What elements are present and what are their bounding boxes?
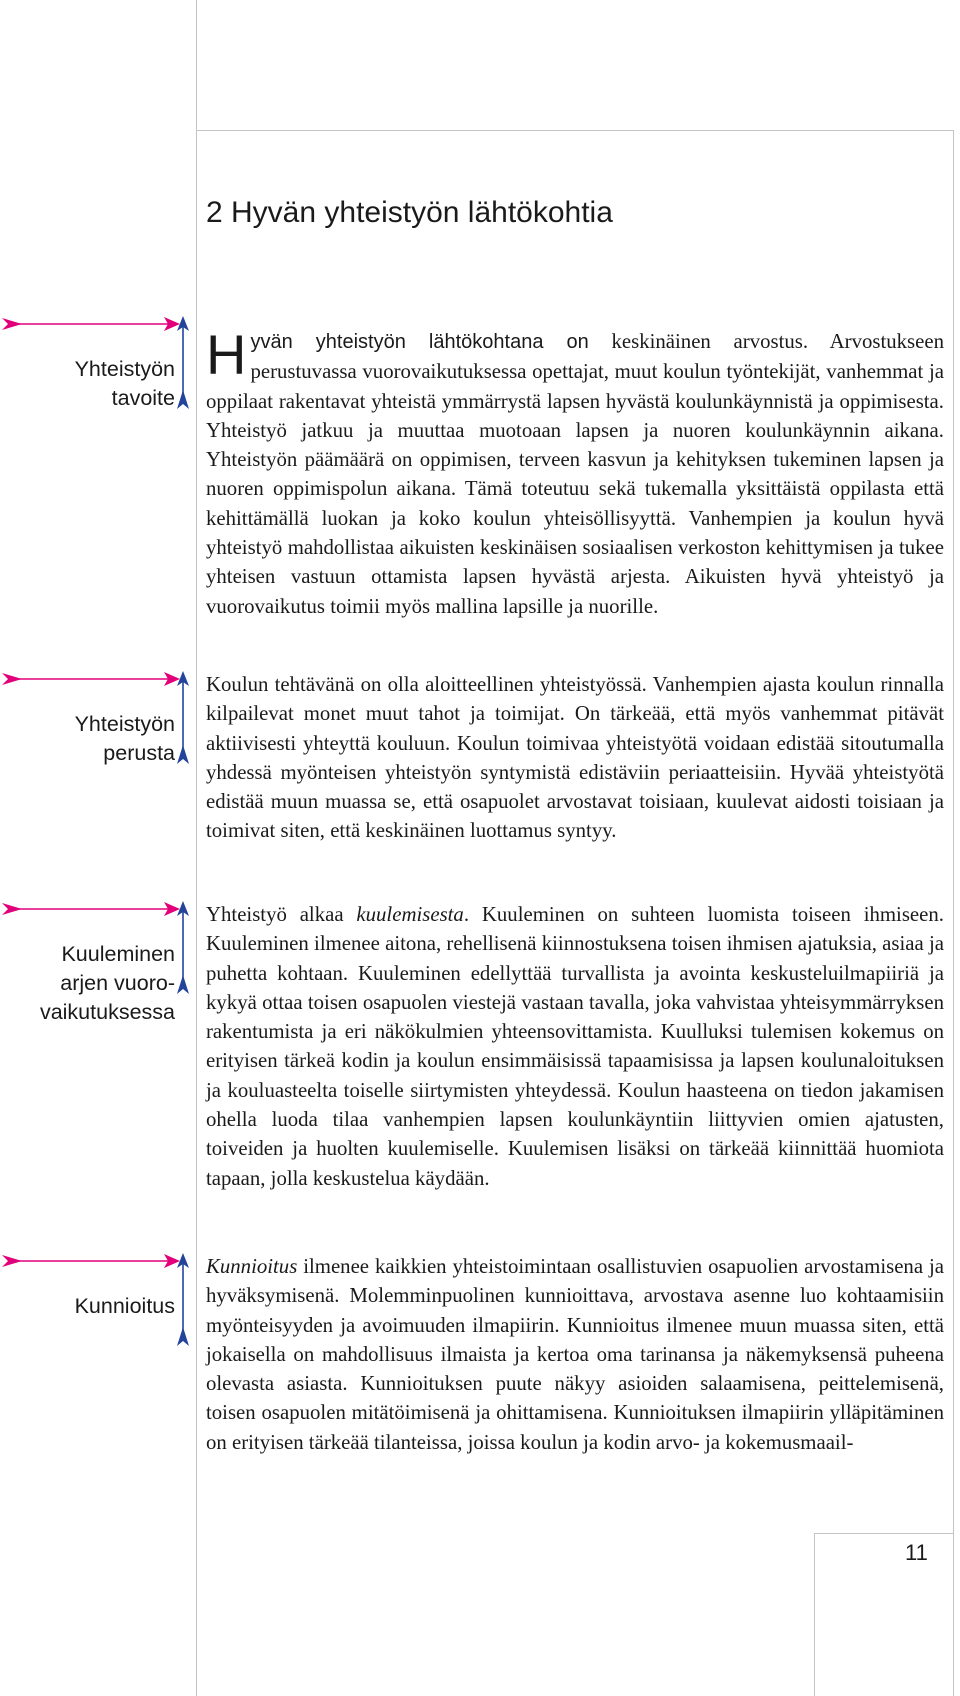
body-paragraph <box>206 323 944 621</box>
margin-label-line: Kunnioitus <box>74 1294 175 1318</box>
margin-label-line: arjen vuoro- <box>60 971 175 995</box>
margin-label-line: Kuuleminen <box>61 942 175 966</box>
paragraph-text: ilmenee kaikkien yhteistoimintaan osallistuvien osapuolien arvostamisena ja hyväksymisenä. Molemminpuolinen kunnioittava, arvostava asenne luo kohtaamisiin myönteisyyden ja avoimuuden ilmapiirin. Kunnioitus ilmenee muun muassa siten, että jokaisella on mahdollisuus ilmaista ja kertoa oma tarinansa ja näkemyksensä puheena olevasta asiasta. Kunnioituksen puute näkyy asioiden salaamisena, peittelemisenä, toisen osapuolen mitätöimisenä ja ohittamisena. Kunnioituksen ilmapiirin ylläpitäminen on erityisen tärkeää tilanteissa, joissa koulun ja kodin arvo- ja kokemusmaail- <box>206 1255 944 1454</box>
section-kunnioitus <box>0 1250 960 1510</box>
blue-arrow-icon <box>177 745 189 764</box>
margin-label-line: vaikutuksessa <box>39 1000 175 1024</box>
lead-in-text: yvän yhteistyön lähtökohtana on <box>250 331 589 353</box>
paragraph-text: Yhteistyö alkaa <box>206 903 357 926</box>
section-yhteistyon-perusta <box>0 668 960 888</box>
section-yhteistyon-tavoite <box>0 313 960 643</box>
emphasized-term: Kunnioitus <box>206 1255 298 1278</box>
chapter-title: 2 Hyvän yhteistyön lähtökohtia <box>206 196 613 229</box>
blue-arrow-icon <box>177 1327 189 1346</box>
margin-label <box>75 710 175 768</box>
top-frame-rule <box>196 130 954 131</box>
body-paragraph <box>206 900 944 1193</box>
page-number-box-top-rule <box>814 1533 954 1534</box>
drop-cap: H <box>206 323 247 386</box>
margin-label <box>40 940 175 1027</box>
blue-arrow-icon <box>177 975 189 994</box>
page-number: 11 <box>905 1540 928 1565</box>
margin-label-line: perusta <box>103 741 175 765</box>
margin-label-line: Yhteistyön <box>74 357 175 381</box>
margin-label-line: tavoite <box>111 386 175 410</box>
body-paragraph: Koulun tehtävänä on olla aloitteellinen yhteistyössä. Vanhempien ajasta koulun rinnalla kilpailevat monet muut tahot ja toimijat. On tärkeää, että myös vanhemmat pitävät aktiivisesti yhteyttä kouluun. Koulun toimivaa yhteistyötä voidaan edistää sitoutumalla yhdessä myönteisen yhteistyön syntymistä edistäviin periaatteisiin. Hyvää yhteistyötä edistää muun muassa se, että osapuolet arvostavat toisiaan, kuulevat aidosti toisiaan ja toimivat siten, että keskinäinen luottamus syntyy. <box>206 673 944 843</box>
margin-label <box>75 355 175 413</box>
emphasized-term: kuulemisesta <box>356 903 464 926</box>
margin-label <box>75 1292 175 1321</box>
paragraph-text: keskinäinen arvostus. Arvostukseen perustuvassa vuorovaikutuksessa opettajat, muut koulun työntekijät, vanhemmat ja oppilaat rakentavat yhteistä ymmärrystä lapsen hyvästä koulunkäynnistä ja oppimisesta. Yhteistyö jatkuu ja muuttaa muotoaan lapsen ja nuoren koulunkäynnin aikana. Yhteistyön päämäärä on oppimisen, terveen kasvun ja kehityksen tukeminen lapsen ja nuoren oppimispolun aikana. Tämä toteutuu sekä tukemalla yksittäistä oppilasta että kehittämällä luokan ja koko koulun yhteisöllisyyttä. Vanhempien ja koulun hyvä yhteistyö mahdollistaa aikuisten keskinäisen sosiaalisen verkoston kehittymisen ja tukee yhteisen vastuun ottamista lapsen hyvästä arjesta. Aikuisten hyvä yhteistyö ja vuorovaikutus toimii myös mallina lapsille ja nuorille. <box>206 330 944 618</box>
paragraph-text: . Kuuleminen on suhteen luomista toiseen ihmiseen. Kuuleminen ilmenee aitona, rehellisenä kiinnostuksena toisen ihmisen ajatuksia, asiaa ja puhetta kohtaan. Kuuleminen edellyttää turvallista ja avointa keskusteluilmapiiriä ja kykyä ottaa toisen osapuolen viestejä vastaan tavalla, joka vahvistaa yhteisymmärryksen rakentumista ja eri näkökulmien yhteensovittamista. Kuulluksi tulemisen kokemus on erityisen tärkeä kodin ja koulun ensimmäisissä tapaamisissa ja lapsen koulunaloituksen ja kouluasteelta toiselle siirtymisten yhteydessä. Koulun haasteena on tiedon jakamisen ohella luoda tilaa vanhempien lapsen koulunkäyntiin liittyvien omien ajatusten, toiveiden ja huolten kuulemiselle. Kuulemisen lisäksi on tärkeää kiinnittää huomiota tapaan, jolla keskustelua käydään. <box>206 903 944 1190</box>
page-number-box-left-rule <box>814 1533 815 1696</box>
body-paragraph <box>206 1252 944 1457</box>
section-kuuleminen <box>0 898 960 1228</box>
margin-label-line: Yhteistyön <box>74 712 175 736</box>
blue-arrow-icon <box>177 390 189 409</box>
